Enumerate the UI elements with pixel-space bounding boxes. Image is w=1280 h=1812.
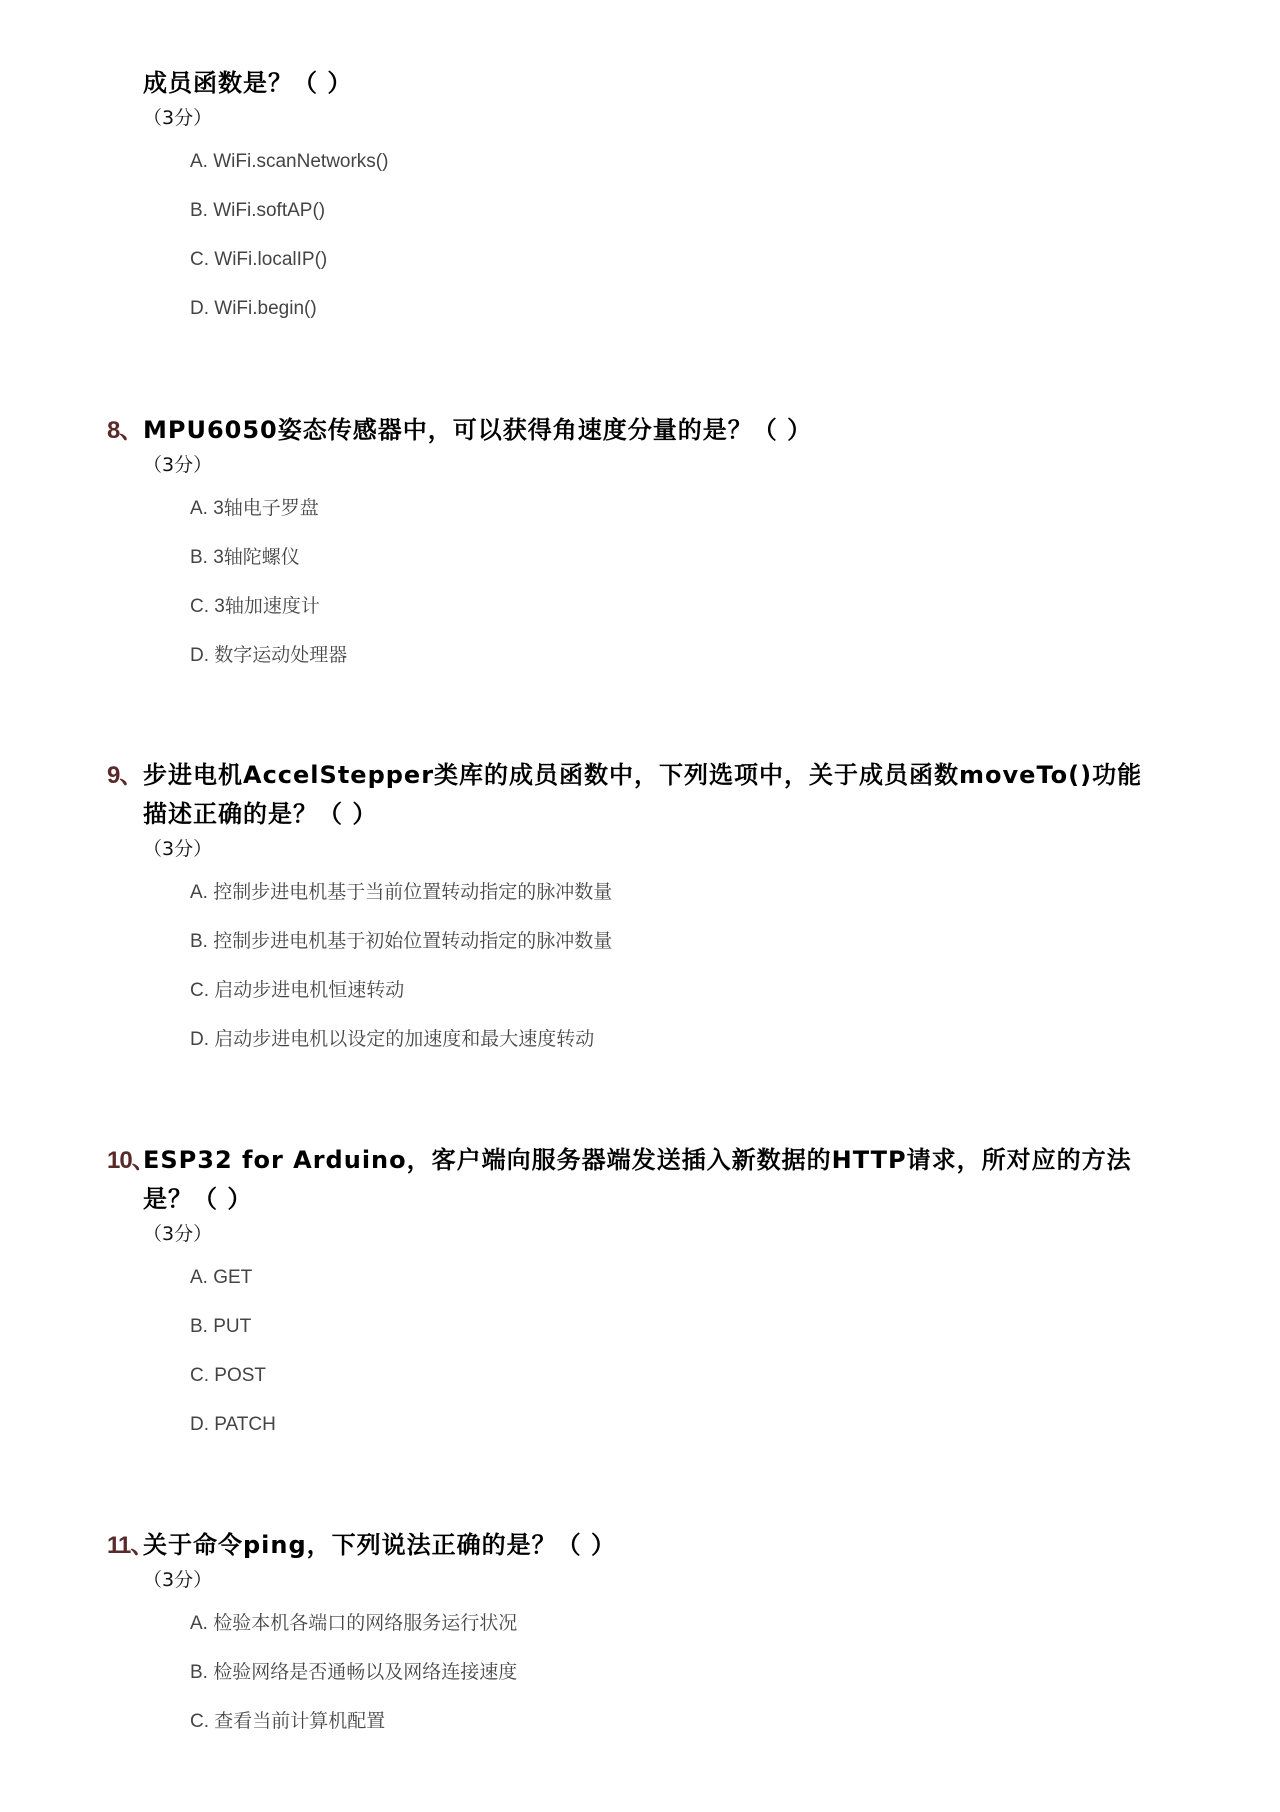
option-b[interactable]: B. 控制步进电机基于初始位置转动指定的脉冲数量 — [190, 931, 613, 952]
question-8 — [0, 411, 1280, 693]
question-title — [0, 1526, 1143, 1565]
option-d[interactable]: D. WiFi.begin() — [190, 298, 317, 319]
question-text: 成员函数是？（ ） — [143, 69, 353, 97]
option-c[interactable]: C. 启动步进电机恒速转动 — [190, 980, 405, 1001]
option-c[interactable]: C. 3轴加速度计 — [190, 596, 320, 617]
option-a[interactable]: A. GET — [190, 1267, 253, 1288]
option-c[interactable]: C. WiFi.localIP() — [190, 249, 328, 270]
question-score: （3分） — [143, 1569, 213, 1591]
question-text: MPU6050姿态传感器中，可以获得角速度分量的是？（ ） — [143, 416, 813, 444]
option-a[interactable]: A. 控制步进电机基于当前位置转动指定的脉冲数量 — [190, 882, 613, 903]
question-text: 关于命令ping，下列说法正确的是？（ ） — [143, 1531, 617, 1559]
question-number: 10、 — [107, 1147, 155, 1174]
question-text: ESP32 for Arduino，客户端向服务器端发送插入新数据的HTTP请求，所对应的方法是？（ ） — [143, 1146, 1132, 1213]
question-title — [0, 756, 1143, 834]
question-title — [0, 1141, 1143, 1219]
option-d[interactable]: D. PATCH — [190, 1414, 276, 1435]
option-list — [0, 881, 1280, 1077]
option-a[interactable]: A. 检验本机各端口的网络服务运行状况 — [190, 1613, 518, 1634]
question-7-continued — [0, 64, 1280, 346]
option-list — [0, 1266, 1280, 1462]
question-number: 11、 — [107, 1532, 154, 1559]
option-b[interactable]: B. WiFi.softAP() — [190, 200, 326, 221]
question-score: （3分） — [143, 1223, 213, 1245]
question-number: 9、 — [107, 762, 143, 789]
option-c[interactable]: C. POST — [190, 1365, 267, 1386]
question-title — [0, 64, 1143, 103]
question-text: 步进电机AccelStepper类库的成员函数中，下列选项中，关于成员函数moveTo()功能描述正确的是？（ ） — [143, 761, 1143, 828]
question-score: （3分） — [143, 838, 213, 860]
option-b[interactable]: B. PUT — [190, 1316, 252, 1337]
question-10 — [0, 1141, 1280, 1462]
question-9 — [0, 756, 1280, 1077]
option-list — [0, 150, 1280, 346]
question-score: （3分） — [143, 107, 213, 129]
option-d[interactable]: D. 数字运动处理器 — [190, 645, 348, 666]
question-11 — [0, 1526, 1280, 1759]
option-d[interactable]: D. 启动步进电机以设定的加速度和最大速度转动 — [190, 1029, 595, 1050]
question-score: （3分） — [143, 454, 213, 476]
option-list — [0, 497, 1280, 693]
option-a[interactable]: A. WiFi.scanNetworks() — [190, 151, 389, 172]
option-b[interactable]: B. 检验网络是否通畅以及网络连接速度 — [190, 1662, 518, 1683]
question-title — [0, 411, 1143, 450]
option-c[interactable]: C. 查看当前计算机配置 — [190, 1711, 386, 1732]
option-b[interactable]: B. 3轴陀螺仪 — [190, 547, 300, 568]
option-list — [0, 1612, 1280, 1759]
option-a[interactable]: A. 3轴电子罗盘 — [190, 498, 319, 519]
question-number: 8、 — [107, 417, 143, 444]
